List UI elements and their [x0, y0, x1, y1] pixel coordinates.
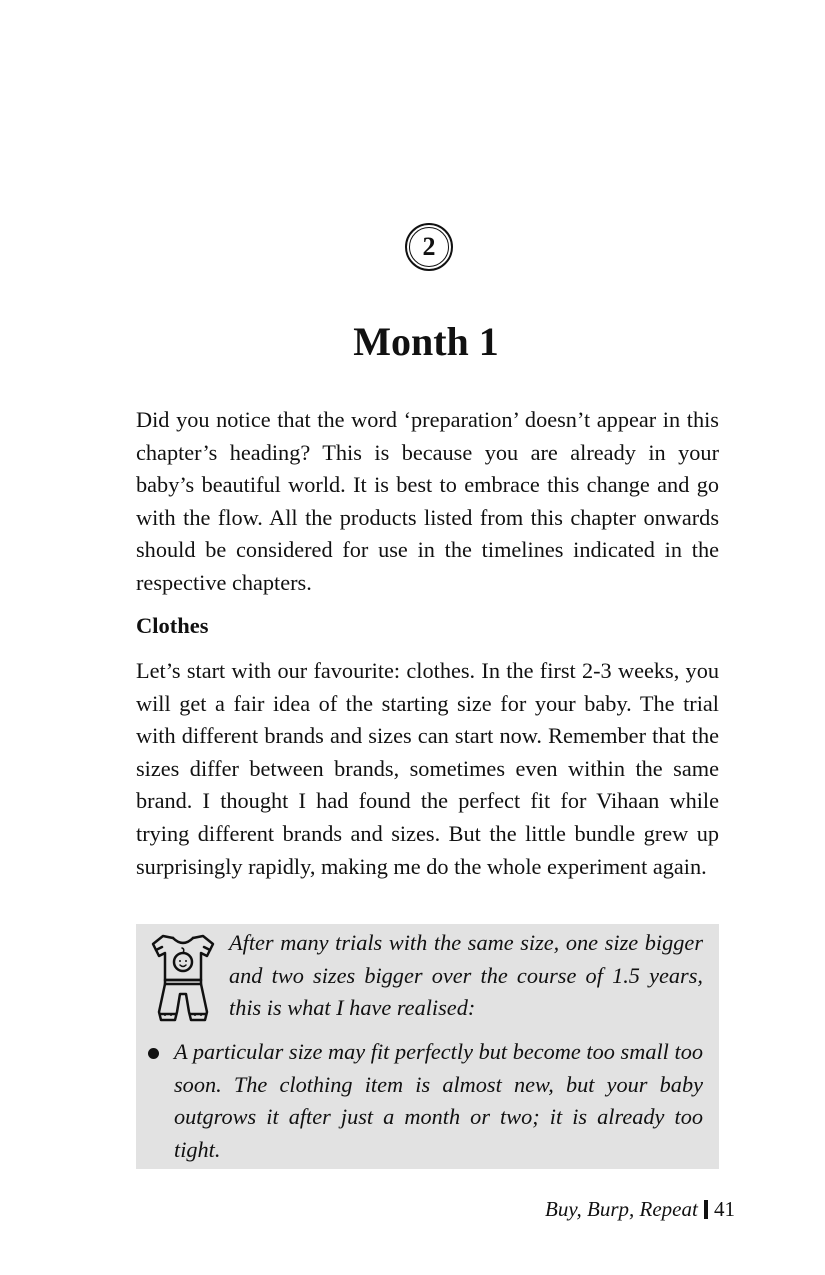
section-heading: Clothes — [136, 613, 209, 638]
running-title: Buy, Burp, Repeat — [545, 1197, 698, 1221]
chapter-title: Month 1 — [353, 319, 499, 364]
chapter-number: 2 — [422, 232, 436, 261]
note-bullet-item: A particular size may fit perfectly but become too small too soon. The clothing item is almost new, but your baby outgrows it after just a month or two; it is already too tight. — [174, 1039, 703, 1162]
page-number: 41 — [714, 1197, 735, 1221]
chapter-number-badge — [405, 223, 453, 271]
section-paragraph: Let’s start with our favourite: clothes. In the first 2-3 weeks, you will get a fair idea of the starting size for your baby. The trial with different brands and sizes can start now. Remember that the sizes differ between brands, sometimes even within the same brand. I thought I had found the perfect fit for Vihaan while trying different brands and sizes. But the little bundle grew up surprisingly rapidly, making me do the whole experiment again. — [136, 658, 719, 879]
intro-paragraph: Did you notice that the word ‘preparation’ doesn’t appear in this chapter’s heading? This is because you are already in your baby’s beautiful world. It is best to embrace this change and go with the flow. All the products listed from this chapter onwards should be considered for use in the timelines indicated in the respective chapters. — [136, 407, 719, 595]
bullet-dot — [148, 1048, 159, 1059]
note-intro-text: After many trials with the same size, one size bigger and two sizes bigger over the course of 1.5 years, this is what I have realised: — [229, 930, 703, 1021]
folio-divider — [704, 1200, 708, 1219]
baby-romper-icon — [149, 928, 217, 1026]
